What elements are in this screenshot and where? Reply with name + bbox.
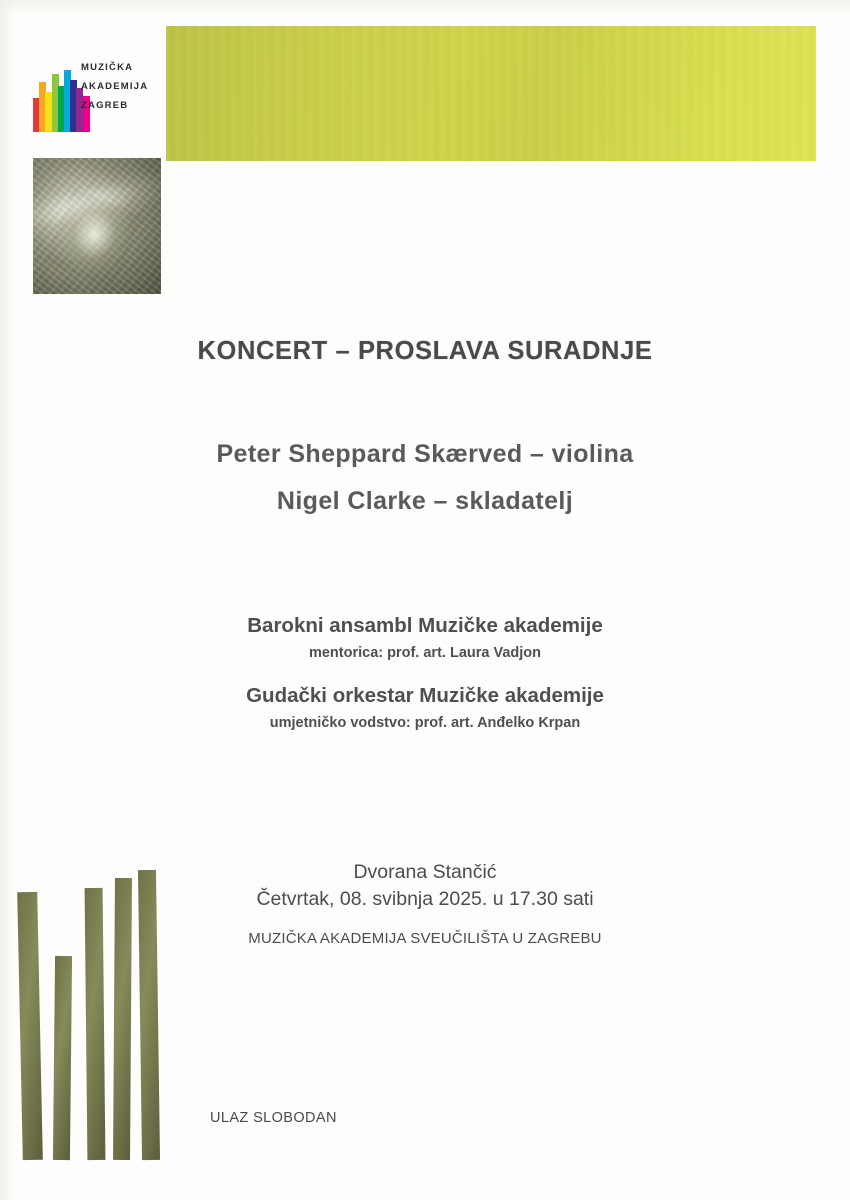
- olive-bar-5: [138, 870, 160, 1160]
- muzicka-akademija-zagreb-logo: [33, 56, 155, 140]
- ensemble-1-title: Barokni ansambl Muzičke akademije: [247, 614, 603, 637]
- entry-note: ULAZ SLOBODAN: [210, 1110, 337, 1126]
- page-title: KONCERT – PROSLAVA SURADNJE: [197, 337, 653, 365]
- logo-line-3: ZAGREB: [81, 100, 129, 111]
- event-datetime: Četvrtak, 08. svibnja 2025. u 17.30 sati: [256, 888, 594, 910]
- photo-grain-overlay: [33, 158, 161, 294]
- logo-line-2: AKADEMIJA: [81, 81, 149, 92]
- ensemble-2-subtitle: umjetničko vodstvo: prof. art. Anđelko Krpan: [269, 715, 581, 731]
- decorative-photo-thumbnail: [33, 158, 161, 294]
- paper-edge-top: [0, 0, 850, 12]
- olive-bar-3: [85, 888, 106, 1160]
- venue-name: Dvorana Stančić: [353, 861, 497, 883]
- ensemble-1-subtitle: mentorica: prof. art. Laura Vadjon: [308, 645, 542, 661]
- performer-violin: Peter Sheppard Skærved – violina: [216, 440, 634, 468]
- olive-bar-2: [53, 956, 72, 1160]
- logo-line-1: MUZIČKA: [81, 62, 134, 73]
- olive-bar-4: [113, 878, 132, 1160]
- logo-wordmark: [81, 58, 157, 115]
- ensemble-2-title: Gudački orkestar Muzičke akademije: [246, 684, 604, 707]
- olive-bar-1: [17, 892, 43, 1160]
- performer-composer: Nigel Clarke – skladatelj: [276, 487, 574, 515]
- olive-vertical-bars: [12, 860, 172, 1180]
- institution-name: MUZIČKA AKADEMIJA SVEUČILIŠTA U ZAGREBU: [248, 930, 602, 947]
- green-gradient-banner: [166, 26, 816, 161]
